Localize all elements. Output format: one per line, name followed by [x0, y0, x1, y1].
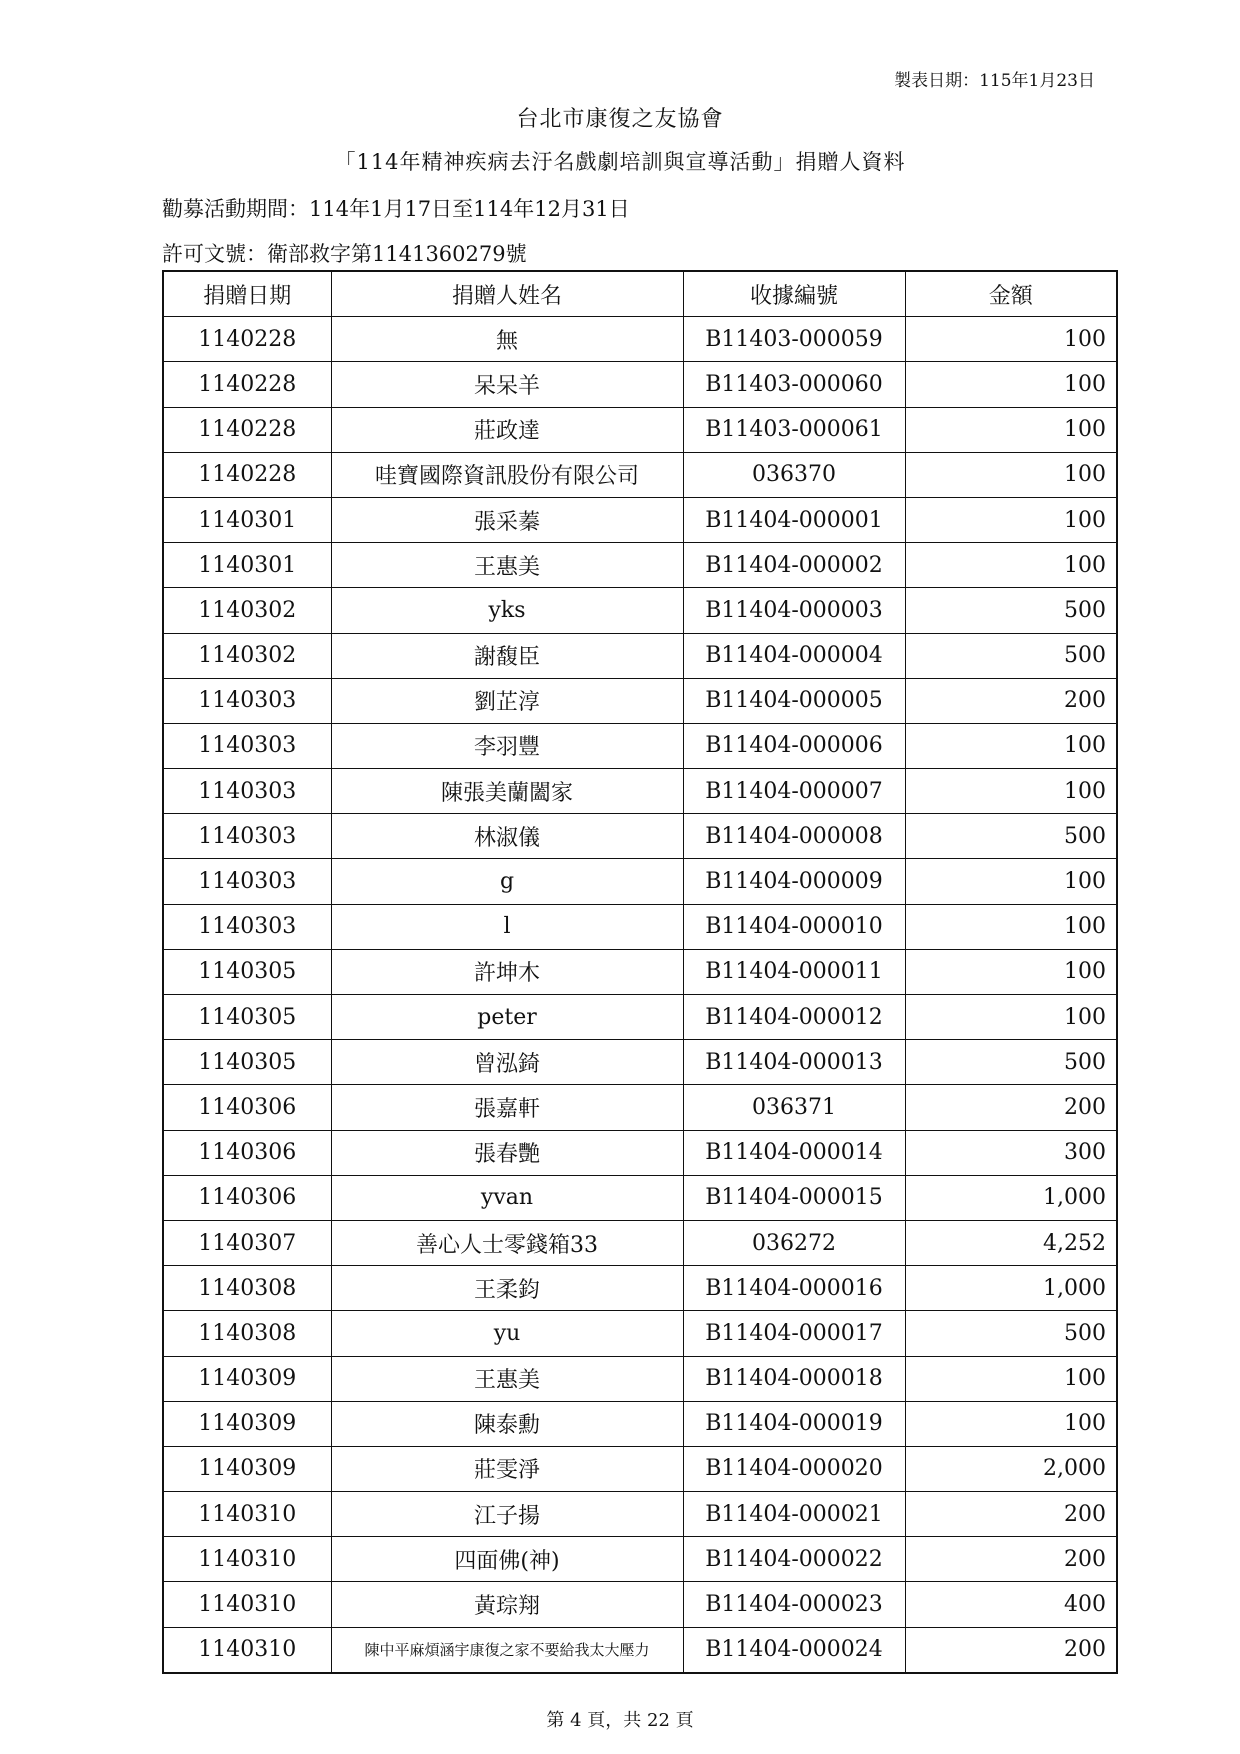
cell-donor-name: 陳泰勳 [331, 1401, 683, 1446]
cell-receipt-number: B11404-000005 [683, 678, 905, 723]
cell-date: 1140305 [163, 1040, 331, 1085]
cell-donor-name: g [331, 859, 683, 904]
cell-date: 1140303 [163, 814, 331, 859]
cell-donor-name: 王惠美 [331, 543, 683, 588]
cell-receipt-number: B11404-000010 [683, 904, 905, 949]
table-row [163, 1537, 1117, 1582]
table-row [163, 1220, 1117, 1265]
cell-amount: 100 [905, 543, 1117, 588]
cell-amount: 100 [905, 904, 1117, 949]
cell-amount: 500 [905, 633, 1117, 678]
cell-date: 1140228 [163, 362, 331, 407]
cell-amount: 100 [905, 995, 1117, 1040]
cell-date: 1140303 [163, 769, 331, 814]
cell-donor-name: 張嘉軒 [331, 1085, 683, 1130]
cell-receipt-number: B11404-000020 [683, 1446, 905, 1491]
cell-receipt-number: B11404-000016 [683, 1266, 905, 1311]
cell-amount: 100 [905, 723, 1117, 768]
table-row [163, 1130, 1117, 1175]
cell-donor-name: 無 [331, 317, 683, 362]
cell-receipt-number: B11404-000014 [683, 1130, 905, 1175]
header-receipt-number: 收據編號 [683, 271, 905, 317]
cell-date: 1140303 [163, 723, 331, 768]
header-date: 捐贈日期 [163, 271, 331, 317]
permit-number: 許可文號：衛部救字第1141360279號 [162, 242, 527, 266]
cell-amount: 100 [905, 362, 1117, 407]
cell-amount: 100 [905, 317, 1117, 362]
table-row [163, 814, 1117, 859]
cell-amount: 100 [905, 497, 1117, 542]
cell-receipt-number: B11404-000003 [683, 588, 905, 633]
table-row [163, 1492, 1117, 1537]
cell-date: 1140303 [163, 859, 331, 904]
cell-donor-name: 許坤木 [331, 949, 683, 994]
cell-receipt-number: B11404-000021 [683, 1492, 905, 1537]
cell-receipt-number: B11404-000011 [683, 949, 905, 994]
table-row [163, 497, 1117, 542]
table-row [163, 1627, 1117, 1673]
cell-date: 1140309 [163, 1401, 331, 1446]
table-row [163, 1401, 1117, 1446]
cell-date: 1140302 [163, 588, 331, 633]
table-row [163, 904, 1117, 949]
cell-amount: 300 [905, 1130, 1117, 1175]
cell-date: 1140301 [163, 543, 331, 588]
table-row [163, 949, 1117, 994]
cell-date: 1140310 [163, 1492, 331, 1537]
cell-amount: 1,000 [905, 1266, 1117, 1311]
cell-date: 1140310 [163, 1537, 331, 1582]
cell-donor-name: 善心人士零錢箱33 [331, 1220, 683, 1265]
cell-date: 1140310 [163, 1582, 331, 1627]
cell-date: 1140307 [163, 1220, 331, 1265]
cell-amount: 500 [905, 588, 1117, 633]
cell-amount: 200 [905, 1627, 1117, 1673]
cell-receipt-number: B11404-000008 [683, 814, 905, 859]
cell-receipt-number: B11404-000009 [683, 859, 905, 904]
cell-amount: 2,000 [905, 1446, 1117, 1491]
table-row [163, 723, 1117, 768]
cell-receipt-number: B11404-000006 [683, 723, 905, 768]
header-amount: 金額 [905, 271, 1117, 317]
donor-table [162, 270, 1118, 1674]
cell-donor-name: 莊雯淨 [331, 1446, 683, 1491]
cell-amount: 500 [905, 814, 1117, 859]
cell-donor-name: 江子揚 [331, 1492, 683, 1537]
cell-amount: 200 [905, 678, 1117, 723]
cell-amount: 100 [905, 769, 1117, 814]
cell-receipt-number: B11404-000022 [683, 1537, 905, 1582]
cell-amount: 1,000 [905, 1175, 1117, 1220]
cell-amount: 100 [905, 859, 1117, 904]
table-row [163, 543, 1117, 588]
cell-amount: 100 [905, 407, 1117, 452]
cell-donor-name: 林淑儀 [331, 814, 683, 859]
cell-donor-name: 王柔鈞 [331, 1266, 683, 1311]
cell-receipt-number: B11404-000002 [683, 543, 905, 588]
cell-date: 1140303 [163, 678, 331, 723]
cell-donor-name: 王惠美 [331, 1356, 683, 1401]
cell-date: 1140306 [163, 1085, 331, 1130]
cell-receipt-number: B11403-000060 [683, 362, 905, 407]
table-row [163, 317, 1117, 362]
cell-donor-name: 劉芷淳 [331, 678, 683, 723]
table-row [163, 1085, 1117, 1130]
table-row [163, 1311, 1117, 1356]
cell-receipt-number: B11404-000012 [683, 995, 905, 1040]
cell-donor-name: 黃琮翔 [331, 1582, 683, 1627]
cell-amount: 100 [905, 1356, 1117, 1401]
cell-amount: 400 [905, 1582, 1117, 1627]
cell-date: 1140303 [163, 904, 331, 949]
made-date: 製表日期：115年1月23日 [894, 71, 1095, 91]
cell-donor-name: 四面佛(神) [331, 1537, 683, 1582]
cell-receipt-number: B11403-000061 [683, 407, 905, 452]
cell-donor-name: yks [331, 588, 683, 633]
cell-date: 1140305 [163, 995, 331, 1040]
cell-donor-name: yvan [331, 1175, 683, 1220]
cell-donor-name: yu [331, 1311, 683, 1356]
cell-receipt-number: B11404-000007 [683, 769, 905, 814]
table-row [163, 362, 1117, 407]
cell-receipt-number: B11404-000017 [683, 1311, 905, 1356]
document-title: 「114年精神疾病去汙名戲劇培訓與宣導活動」捐贈人資料 [334, 150, 906, 174]
cell-receipt-number: 036370 [683, 452, 905, 497]
table-row [163, 407, 1117, 452]
cell-date: 1140228 [163, 407, 331, 452]
table-row [163, 1266, 1117, 1311]
cell-donor-name: 陳張美蘭闔家 [331, 769, 683, 814]
cell-date: 1140302 [163, 633, 331, 678]
cell-donor-name: 張采蓁 [331, 497, 683, 542]
cell-receipt-number: B11404-000015 [683, 1175, 905, 1220]
cell-amount: 200 [905, 1537, 1117, 1582]
cell-date: 1140309 [163, 1356, 331, 1401]
table-row [163, 1446, 1117, 1491]
cell-receipt-number: 036371 [683, 1085, 905, 1130]
table-row [163, 1582, 1117, 1627]
cell-donor-name: 陳中平麻煩涵宇康復之家不要給我太大壓力 [331, 1627, 683, 1673]
table-row [163, 452, 1117, 497]
cell-amount: 100 [905, 949, 1117, 994]
page-number: 第 4 頁，共 22 頁 [546, 1710, 694, 1731]
cell-date: 1140306 [163, 1175, 331, 1220]
table-row [163, 633, 1117, 678]
cell-donor-name: peter [331, 995, 683, 1040]
cell-amount: 500 [905, 1040, 1117, 1085]
cell-date: 1140309 [163, 1446, 331, 1491]
cell-receipt-number: B11404-000013 [683, 1040, 905, 1085]
header-donor-name: 捐贈人姓名 [331, 271, 683, 317]
cell-donor-name: 哇寶國際資訊股份有限公司 [331, 452, 683, 497]
cell-receipt-number: B11404-000024 [683, 1627, 905, 1673]
cell-amount: 200 [905, 1085, 1117, 1130]
cell-donor-name: 莊政達 [331, 407, 683, 452]
cell-receipt-number: B11404-000018 [683, 1356, 905, 1401]
table-row [163, 1175, 1117, 1220]
fundraising-period: 勸募活動期間：114年1月17日至114年12月31日 [162, 197, 630, 221]
table-row [163, 1356, 1117, 1401]
table-header-row [163, 271, 1117, 317]
table-row [163, 678, 1117, 723]
table-row [163, 995, 1117, 1040]
cell-amount: 4,252 [905, 1220, 1117, 1265]
cell-amount: 500 [905, 1311, 1117, 1356]
cell-receipt-number: B11404-000004 [683, 633, 905, 678]
cell-receipt-number: B11404-000019 [683, 1401, 905, 1446]
cell-receipt-number: 036272 [683, 1220, 905, 1265]
cell-donor-name: 張春艷 [331, 1130, 683, 1175]
cell-donor-name: 呆呆羊 [331, 362, 683, 407]
cell-date: 1140228 [163, 317, 331, 362]
cell-amount: 100 [905, 1401, 1117, 1446]
cell-receipt-number: B11404-000001 [683, 497, 905, 542]
cell-donor-name: l [331, 904, 683, 949]
table-row [163, 588, 1117, 633]
cell-receipt-number: B11404-000023 [683, 1582, 905, 1627]
cell-date: 1140308 [163, 1266, 331, 1311]
table-row [163, 859, 1117, 904]
cell-amount: 100 [905, 452, 1117, 497]
cell-donor-name: 李羽豐 [331, 723, 683, 768]
cell-date: 1140228 [163, 452, 331, 497]
cell-donor-name: 曾泓錡 [331, 1040, 683, 1085]
organization-name: 台北市康復之友協會 [516, 107, 724, 132]
cell-date: 1140305 [163, 949, 331, 994]
cell-date: 1140308 [163, 1311, 331, 1356]
cell-date: 1140306 [163, 1130, 331, 1175]
cell-donor-name: 謝馥臣 [331, 633, 683, 678]
cell-receipt-number: B11403-000059 [683, 317, 905, 362]
cell-amount: 200 [905, 1492, 1117, 1537]
table-row [163, 1040, 1117, 1085]
cell-date: 1140310 [163, 1627, 331, 1673]
cell-date: 1140301 [163, 497, 331, 542]
table-row [163, 769, 1117, 814]
